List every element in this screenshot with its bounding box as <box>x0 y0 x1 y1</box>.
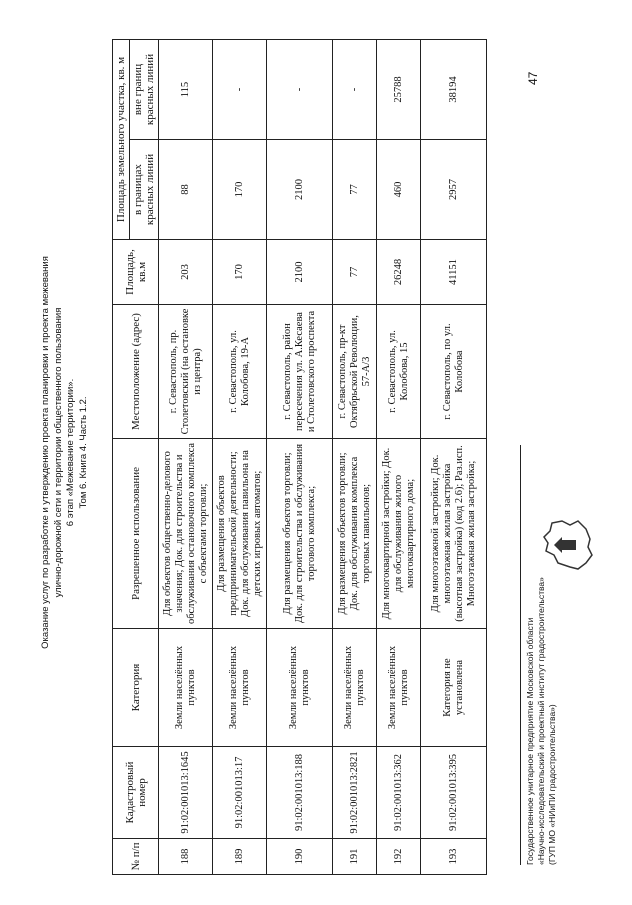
cell-num: 190 <box>267 839 333 875</box>
cell-location: г. Севастополь, ул. Колобова, 15 <box>377 305 421 439</box>
cell-area: 203 <box>159 240 213 305</box>
region-map-logo <box>540 515 596 575</box>
cell-cadastral: 91:02:001013:362 <box>377 747 421 839</box>
cell-use: Для размещения объектов торговли; Док. для обслуживания комплекса торговых павильонов; <box>333 439 377 629</box>
cell-area: 26248 <box>377 240 421 305</box>
header-category: Категория <box>113 629 159 747</box>
cell-num: 189 <box>213 839 267 875</box>
cell-within: 2957 <box>421 140 487 240</box>
cell-num: 188 <box>159 839 213 875</box>
cell-category: Земли населённых пунктов <box>377 629 421 747</box>
table-row <box>421 39 487 874</box>
table-row <box>267 39 333 874</box>
cell-num: 191 <box>333 839 377 875</box>
cell-category: Земли населённых пунктов <box>267 629 333 747</box>
table-row <box>333 39 377 874</box>
header-plot-area: Площадь земельного участка, кв. м <box>113 39 130 239</box>
table-row <box>213 39 267 874</box>
cell-use: Для объектов общественно-делового значения; Док. для строительства и обслуживания остановочного комплекса с объектами торговли; <box>159 439 213 629</box>
table-header-row <box>113 39 130 874</box>
footer-line-1: Государственное унитарное предприятие Московской области <box>525 617 535 865</box>
cell-location: г. Севастополь, ул. Колобова, 19-А <box>213 305 267 439</box>
cell-use: Для многоэтажной застройки; Док. многоэтажная жилая застройка (высотная застройка) (код 2.6); Раз.исп. Многоэтажная жилая застройка; <box>421 439 487 629</box>
cell-category: Земли населённых пунктов <box>213 629 267 747</box>
header-line-4: Том 6. Книга 4. Часть 1.2. <box>77 396 89 509</box>
header-line-2: улично-дорожной сети и территории общественного пользования <box>52 307 64 598</box>
cell-use: Для многоквартирной застройки; Док. для обслуживания жилого многоквартирного дома; <box>377 439 421 629</box>
cell-within: 170 <box>213 140 267 240</box>
cell-category: Земли населённых пунктов <box>159 629 213 747</box>
header-within: в границах красных линий <box>130 140 159 240</box>
cell-within: 77 <box>333 140 377 240</box>
footer-rule <box>520 445 521 865</box>
header-line-1: Оказание услуг по разработке и утверждению проекта планировки и проекта межевания <box>40 256 51 649</box>
cell-location: г. Севастополь, по ул. Колобова <box>421 305 487 439</box>
cell-outside: - <box>213 39 267 139</box>
cell-use: Для размещения объектов предпринимательской деятельности; Док. для обслуживания павильона на детских игровых автоматов; <box>213 439 267 629</box>
footer-line-2: «Научно-исследовательский и проектный институт градостроительства» <box>536 577 546 865</box>
cell-within: 2100 <box>267 140 333 240</box>
cell-location: г. Севастополь, пр-кт Октябрьской Революции, 57-А/3 <box>333 305 377 439</box>
land-plot-table <box>112 39 487 875</box>
cell-outside: 25788 <box>377 39 421 139</box>
cell-area: 170 <box>213 240 267 305</box>
cell-location: г. Севастополь, пр. Столетовский (на остановке из центра) <box>159 305 213 439</box>
cell-within: 460 <box>377 140 421 240</box>
header-num: № п/п <box>113 839 159 875</box>
cell-outside: 38194 <box>421 39 487 139</box>
header-permitted-use: Разрешенное использование <box>113 439 159 629</box>
header-area: Площадь, кв.м <box>113 240 159 305</box>
cell-cadastral: 91:02:001013:17 <box>213 747 267 839</box>
page-number: 47 <box>526 71 540 85</box>
cell-cadastral: 91:02:001013:395 <box>421 747 487 839</box>
header-line-3: 6 этап «Межевание территории». <box>65 378 76 527</box>
cell-cadastral: 91:02:001013:1645 <box>159 747 213 839</box>
cell-cadastral: 91:02:001013:188 <box>267 747 333 839</box>
cell-cadastral: 91:02:001013:2821 <box>333 747 377 839</box>
cell-area: 41151 <box>421 240 487 305</box>
header-outside: вне границ красных линий <box>130 39 159 139</box>
cell-num: 192 <box>377 839 421 875</box>
cell-location: г. Севастополь, район пересечения ул. А.Кесаева и Столетовского проспекта <box>267 305 333 439</box>
cell-category: Земли населённых пунктов <box>333 629 377 747</box>
cell-outside: - <box>267 39 333 139</box>
document-footer <box>520 445 558 865</box>
header-location: Местоположение (адрес) <box>113 305 159 439</box>
cell-within: 88 <box>159 140 213 240</box>
cell-outside: 115 <box>159 39 213 139</box>
cell-num: 193 <box>421 839 487 875</box>
table-row <box>377 39 421 874</box>
cell-area: 77 <box>333 240 377 305</box>
header-cadastral: Кадастровый номер <box>113 747 159 839</box>
cell-category: Категория не установлена <box>421 629 487 747</box>
cell-outside: - <box>333 39 377 139</box>
document-header <box>40 0 90 905</box>
cell-use: Для размещения объектов торговли; Док. для строительства и обслуживания торгового комплекса; <box>267 439 333 629</box>
table-row <box>159 39 213 874</box>
cell-area: 2100 <box>267 240 333 305</box>
footer-line-3: (ГУП МО «НИиПИ градостроительства») <box>547 704 557 865</box>
